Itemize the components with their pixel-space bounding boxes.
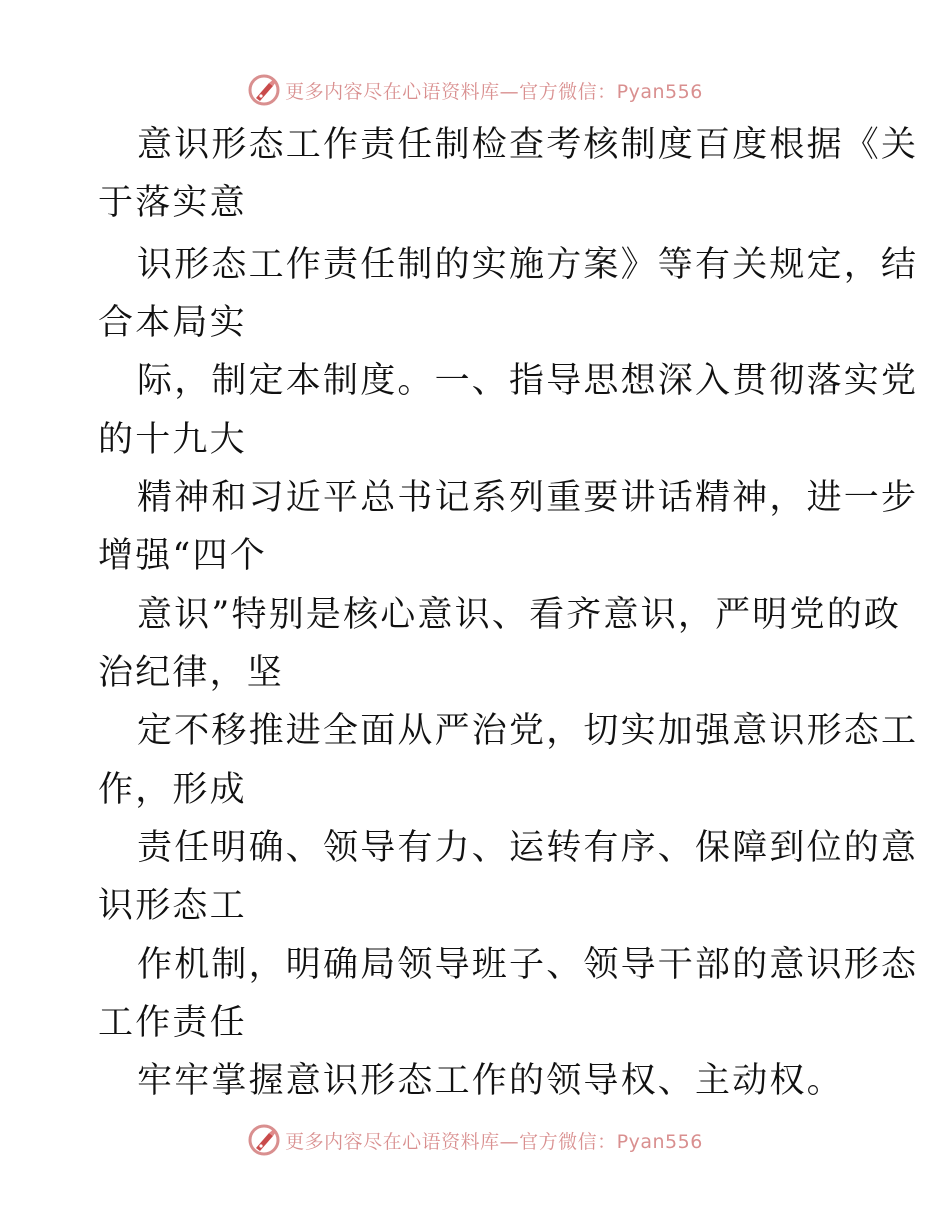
text-line: 责任明确、领导有力、运转有序、保障到位的意 xyxy=(137,828,919,868)
text-line: 治纪律，坚 xyxy=(98,653,285,693)
text-line: 意识形态工作责任制检查考核制度百度根据《关 xyxy=(137,125,919,165)
header-banner-text: 更多内容尽在心语资料库—官方微信：Pyan556 xyxy=(285,80,703,103)
text-line: 牢牢掌握意识形态工作的领导权、主动权。 xyxy=(137,1061,844,1101)
text-line: 的十九大 xyxy=(98,420,247,460)
text-line: 识形态工 xyxy=(98,886,247,926)
text-line: 工作责任 xyxy=(98,1003,247,1043)
text-line: 精神和习近平总书记系列重要讲话精神，进一步 xyxy=(137,478,919,518)
text-line: 际，制定本制度。一、指导思想深入贯彻落实党 xyxy=(137,361,919,401)
text-line: 合本局实 xyxy=(98,303,247,343)
pen-nib-logo-icon xyxy=(247,73,281,107)
text-line: 作机制，明确局领导班子、领导干部的意识形态 xyxy=(137,945,919,985)
text-line: 于落实意 xyxy=(98,183,247,223)
header-banner xyxy=(0,70,950,110)
footer-banner-text: 更多内容尽在心语资料库—官方微信：Pyan556 xyxy=(285,1130,703,1153)
text-line: 增强“四个 xyxy=(98,536,267,576)
text-line: 作，形成 xyxy=(98,770,247,810)
text-line: 意识”特别是核心意识、看齐意识，严明党的政 xyxy=(137,595,902,635)
footer-banner xyxy=(0,1120,950,1160)
pen-nib-logo-icon xyxy=(247,1123,281,1157)
text-line: 定不移推进全面从严治党，切实加强意识形态工 xyxy=(137,711,919,751)
text-line: 识形态工作责任制的实施方案》等有关规定，结 xyxy=(137,245,919,285)
